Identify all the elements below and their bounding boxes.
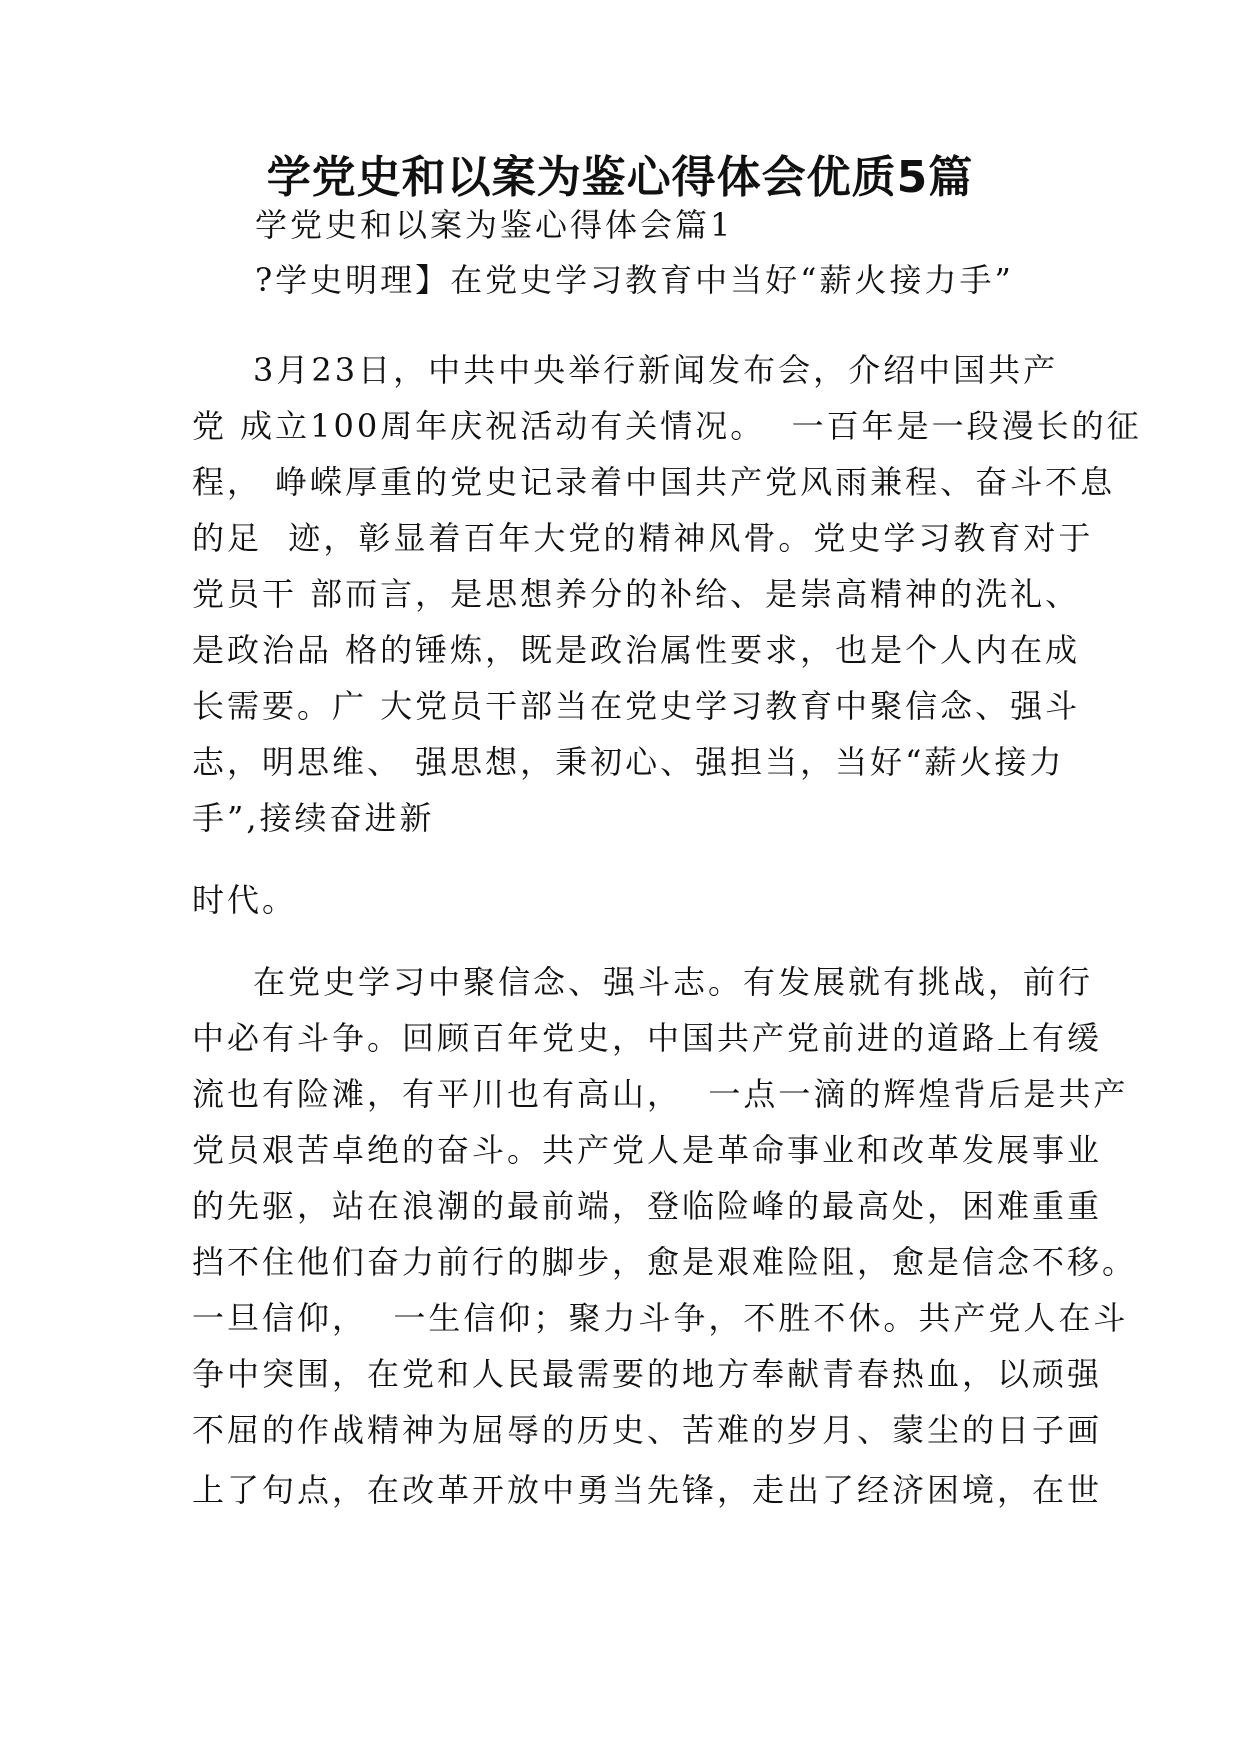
paragraph1-line: 是政治品 格的锤炼，既是政治属性要求，也是个人内在成 <box>192 631 1081 669</box>
paragraph1-line: 党员干 部而言，是思想养分的补给、是崇高精神的洗礼、 <box>192 575 1081 613</box>
paragraph2-line: 一旦信仰， 一生信仰；聚力斗争，不胜不休。共产党人在斗 <box>192 1299 1129 1337</box>
paragraph1-line: 长需要。广 大党员干部当在党史学习教育中聚信念、强斗 <box>192 687 1081 725</box>
paragraph2-line: 的先驱，站在浪潮的最前端，登临险峰的最高处，困难重重 <box>192 1187 1103 1225</box>
paragraph2-line: 挡不住他们奋力前行的脚步，愈是艰难险阻，愈是信念不移。 <box>192 1243 1138 1281</box>
paragraph1-tail: 时代。 <box>192 881 298 919</box>
section-heading: ?学史明理】在党史学习教育中当好“薪火接力手” <box>255 261 1014 299</box>
paragraph1-line: 党 成立100周年庆祝活动有关情况。 一百年是一段漫长的征 <box>192 407 1142 445</box>
paragraph2-line: 流也有险滩，有平川也有高山， 一点一滴的辉煌背后是共产 <box>192 1075 1129 1113</box>
paragraph2-line: 中必有斗争。回顾百年党史，中国共产党前进的道路上有缓 <box>192 1019 1103 1057</box>
paragraph2-line: 上了句点，在改革开放中勇当先锋，走出了经济困境，在世 <box>192 1471 1103 1509</box>
paragraph1-line: 3月23日，中共中央举行新闻发布会，介绍中国共产 <box>253 351 1059 389</box>
document-title: 学党史和以案为鉴心得体会优质5篇 <box>266 152 974 203</box>
paragraph1-line: 的足 迹，彰显着百年大党的精神风骨。党史学习教育对于 <box>192 519 1094 557</box>
paragraph1-line: 志，明思维、 强思想，秉初心、强担当，当好“薪火接力 <box>192 743 1065 781</box>
section-subtitle: 学党史和以案为鉴心得体会篇1 <box>255 206 734 244</box>
paragraph2-line: 不屈的作战精神为屈辱的历史、苦难的岁月、蒙尘的日子画 <box>192 1411 1103 1449</box>
paragraph1-line: 程， 峥嵘厚重的党史记录着中国共产党风雨兼程、奋斗不息 <box>192 463 1116 501</box>
paragraph1-line: 手”,接续奋进新 <box>192 799 435 837</box>
paragraph2-line: 争中突围，在党和人民最需要的地方奉献青春热血，以顽强 <box>192 1355 1103 1393</box>
paragraph2-line: 党员艰苦卓绝的奋斗。共产党人是革命事业和改革发展事业 <box>192 1131 1103 1169</box>
paragraph2-line: 在党史学习中聚信念、强斗志。有发展就有挑战，前行 <box>253 963 1094 1001</box>
